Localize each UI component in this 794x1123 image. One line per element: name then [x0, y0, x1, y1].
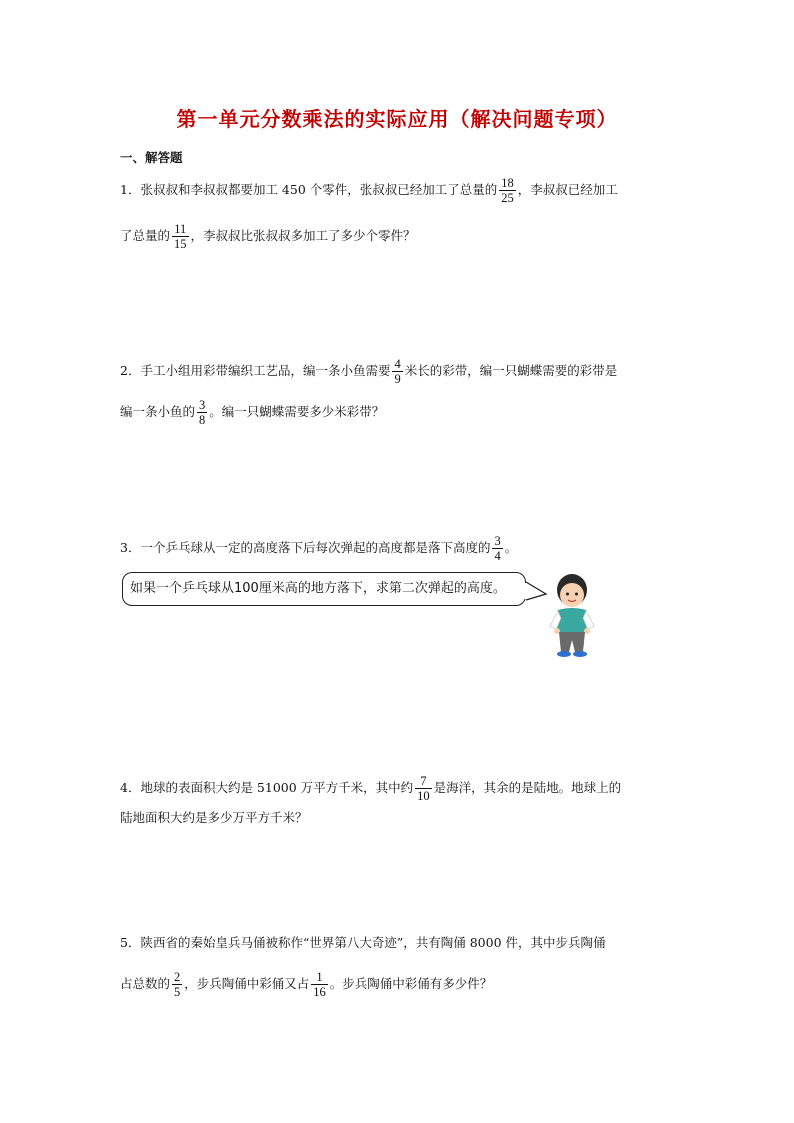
fraction: $\frac{2}{5}$	[174, 970, 181, 999]
problem-2-line-2: 编一条小鱼的 $\frac{3}{8}$ 。编一只蝴蝶需要多少米彩带？	[120, 398, 385, 427]
fraction: $\frac{1}{16}$	[313, 970, 326, 999]
section-heading: 一、解答题	[120, 150, 183, 165]
problem-2-text: 2．手工小组用彩带编织工艺品，编一条小鱼需要	[120, 363, 391, 378]
problem-5-text: 5．陕西省的秦始皇兵马俑被称作“世界第八大奇迹”，共有陶俑 8000 件，其中步兵陶俑	[120, 935, 606, 950]
fraction: $\frac{3}{8}$	[199, 398, 206, 427]
problem-1-line-1: 1．张叔叔和李叔叔都要加工 450 个零件，张叔叔已经加工了总量的 $\frac{18}{25}$ ，李叔叔已经加工	[120, 176, 618, 205]
problem-4-line-2: 陆地面积大约是多少万平方千米？	[120, 810, 308, 825]
page-title: 第一单元分数乘法的实际应用（解决问题专项）	[176, 107, 618, 131]
speech-bubble: 如果一个乒乓球从100厘米高的地方落下，求第二次弹起的高度。	[122, 572, 526, 606]
problem-4-text: 4．地球的表面积大约是 51000 万平方千米，其中约	[120, 780, 414, 795]
problem-2-line-1: 2．手工小组用彩带编织工艺品，编一条小鱼需要 $\frac{4}{9}$ 米长的彩带，编一只蝴蝶需要的彩带是	[120, 357, 618, 386]
problem-3-line-1: 3．一个乒乓球从一定的高度落下后每次弹起的高度都是落下高度的 $\frac{3}{4}$ 。	[120, 534, 518, 563]
fraction: $\frac{18}{25}$	[501, 176, 514, 205]
problem-5-line-2: 占总数的 $\frac{2}{5}$ ，步兵陶俑中彩俑又占 $\frac{1}{16}$ 。步兵陶俑中彩俑有多少件？	[120, 970, 493, 999]
boy-illustration	[520, 568, 610, 660]
problem-5-line-1	[120, 933, 606, 953]
fraction: $\frac{3}{4}$	[494, 534, 501, 563]
problem-1-text: 1．张叔叔和李叔叔都要加工 450 个零件，张叔叔已经加工了总量的	[120, 182, 498, 197]
fraction: $\frac{11}{15}$	[174, 222, 187, 251]
problem-1-line-2: 了总量的 $\frac{11}{15}$ ，李叔叔比张叔叔多加工了多少个零件？	[120, 222, 416, 251]
fraction: $\frac{4}{9}$	[394, 357, 401, 386]
problem-3-text: 3．一个乒乓球从一定的高度落下后每次弹起的高度都是落下高度的	[120, 540, 491, 555]
problem-4-line-1: 4．地球的表面积大约是 51000 万平方千米，其中约 $\frac{7}{10}$ 是海洋，其余的是陆地。地球上的	[120, 774, 622, 803]
fraction: $\frac{7}{10}$	[417, 774, 430, 803]
